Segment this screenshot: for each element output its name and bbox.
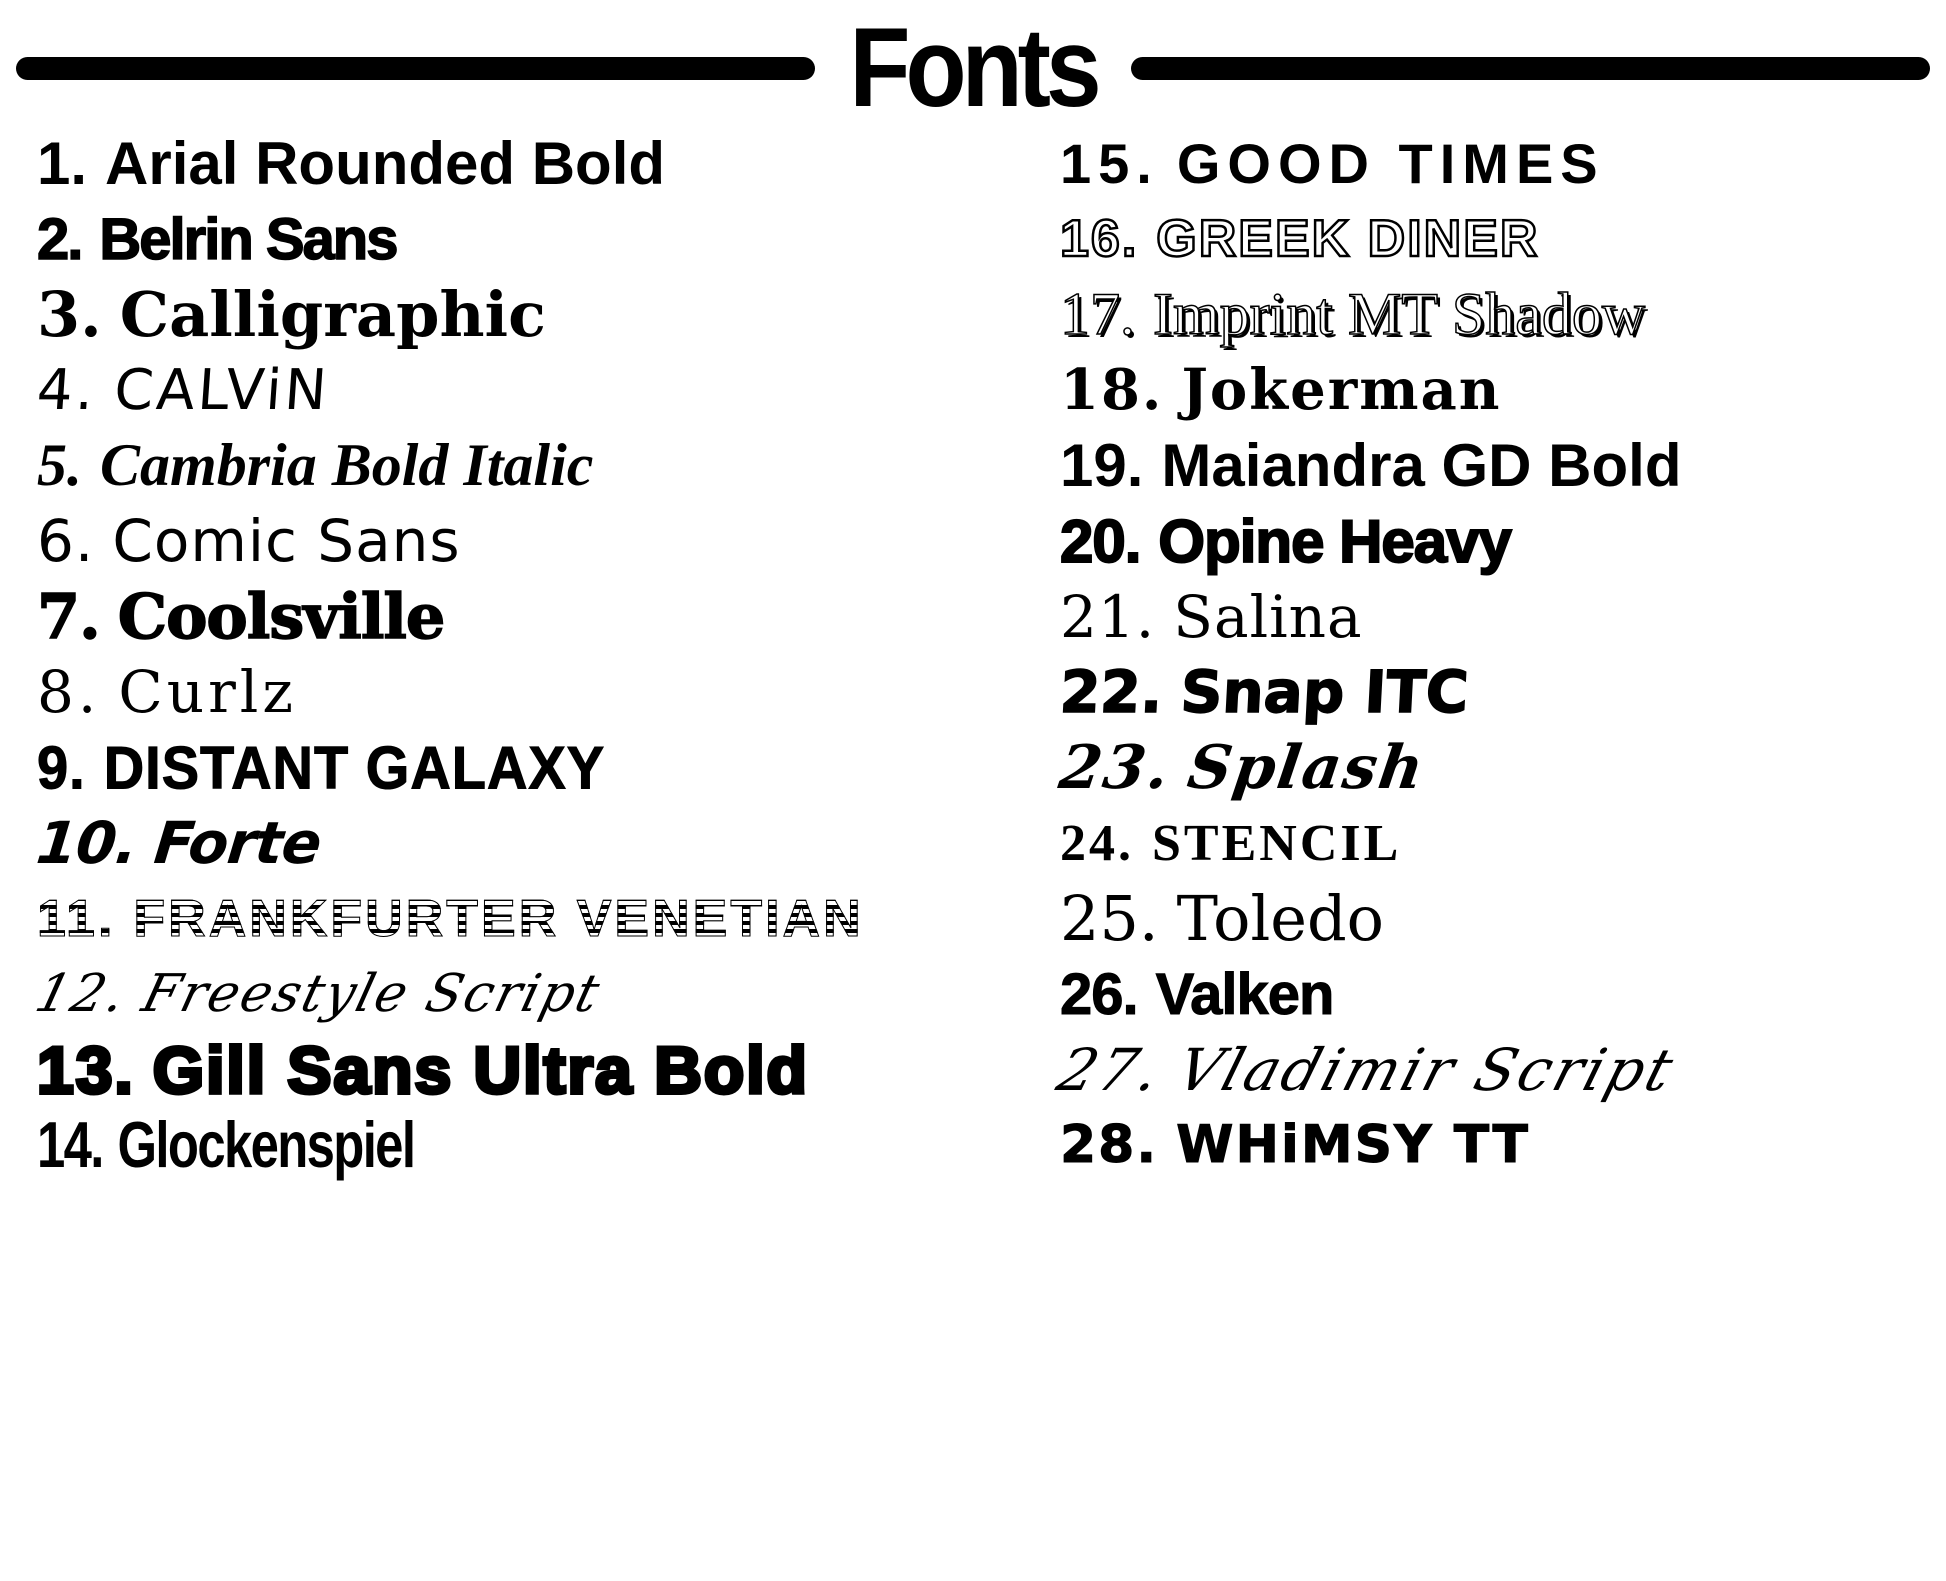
font-name: Arial Rounded Bold [105,130,666,198]
font-list-item [1060,277,1946,353]
font-name: Splash [1183,732,1430,803]
font-list-item [37,277,973,353]
font-number: 14. [37,1109,103,1182]
font-list-item [37,579,973,655]
font-name: Vladimir Script [1169,1035,1684,1104]
font-list-item [1060,957,1946,1033]
font-number: 5. [37,432,82,499]
font-list-item [37,126,973,202]
font-name: Gill Sans Ultra Bold [152,1032,809,1107]
font-number: 12. [29,964,134,1025]
font-name: STENCIL [1152,814,1402,872]
font-list-item [34,353,973,429]
font-list-item [1060,806,1946,882]
font-number: 16. [1060,210,1139,269]
font-number: 21. [1060,582,1156,651]
font-list-item [1060,655,1946,731]
font-name: Comic Sans [112,507,461,576]
font-name: Glockenspiel [117,1109,415,1182]
font-number: 13. [37,1032,135,1107]
font-number: 18. [1060,357,1164,424]
header [0,0,1946,131]
font-number: 8. [37,658,101,727]
font-name: Curlz [118,658,297,727]
font-number: 26. [1060,961,1138,1027]
font-list-item [1060,579,1946,655]
font-name: CALViN [112,357,332,423]
font-name: Opine Heavy [1158,507,1511,575]
font-name: Coolsville [117,580,445,654]
font-list-item [1060,504,1946,580]
font-list-item [37,881,973,957]
font-number: 23. [1055,732,1176,803]
font-column-right [973,126,1946,1183]
font-list-item [33,806,973,882]
page-title: Fonts [849,5,1097,131]
font-name: Cambria Bold Italic [100,432,594,499]
font-name: Calligraphic [119,278,546,352]
font-number: 3. [37,278,102,352]
font-name: Maiandra GD Bold [1161,432,1682,500]
font-name: FRANKFURTER VENETIAN [133,889,864,948]
title-rule-right [1131,57,1930,80]
font-number: 20. [1060,507,1141,575]
font-number: 2. [37,206,82,272]
font-name: Imprint MT Shadow [1153,281,1646,348]
font-number: 17. [1060,281,1135,348]
font-list-item [29,957,973,1033]
font-number: 10. [33,809,141,878]
font-number: 7. [37,580,100,654]
font-number: 24. [1060,814,1134,872]
font-name: Toledo [1176,882,1385,956]
font-name: Salina [1173,582,1363,651]
font-number: 11. [37,889,116,948]
font-list-item [37,730,973,806]
font-name: Forte [151,809,324,878]
font-number: 9. [37,733,86,802]
font-list-item [1050,1032,1946,1108]
font-number: 22. [1058,658,1165,727]
font-list-item [1055,730,1946,806]
title-rule-left [16,57,815,80]
font-list-item [37,1032,973,1108]
font-name: Snap ITC [1178,658,1471,727]
font-list-item [1060,428,1946,504]
font-list-item [1060,126,1946,202]
font-list-item [1060,881,1946,957]
font-number: 4. [34,357,99,423]
font-number: 25. [1060,882,1159,956]
font-list-item [37,655,973,731]
font-list-item [1060,202,1946,278]
font-columns [0,116,1946,1183]
font-number: 27. [1050,1035,1171,1104]
font-number: 19. [1060,432,1144,500]
font-number: 28. [1060,1115,1159,1176]
font-name: WHiMSY TT [1176,1115,1530,1176]
font-list-item [37,202,973,278]
font-list-item [1060,353,1946,429]
font-name: GOOD TIMES [1176,132,1605,196]
font-name: Belrin Sans [99,206,397,272]
font-list-item [37,504,973,580]
font-name: Jokerman [1181,357,1502,424]
font-list-item [37,428,973,504]
font-number: 6. [37,507,95,576]
font-number: 15. [1060,132,1159,196]
font-column-left [0,126,973,1183]
font-name: GREEK DINER [1156,210,1540,269]
font-name: Valken [1155,961,1334,1027]
font-number: 1. [37,130,88,198]
font-list-item [37,1108,973,1184]
font-name: DISTANT GALAXY [103,733,606,802]
font-list-item [1060,1108,1946,1184]
font-name: Freestyle Script [136,964,607,1025]
